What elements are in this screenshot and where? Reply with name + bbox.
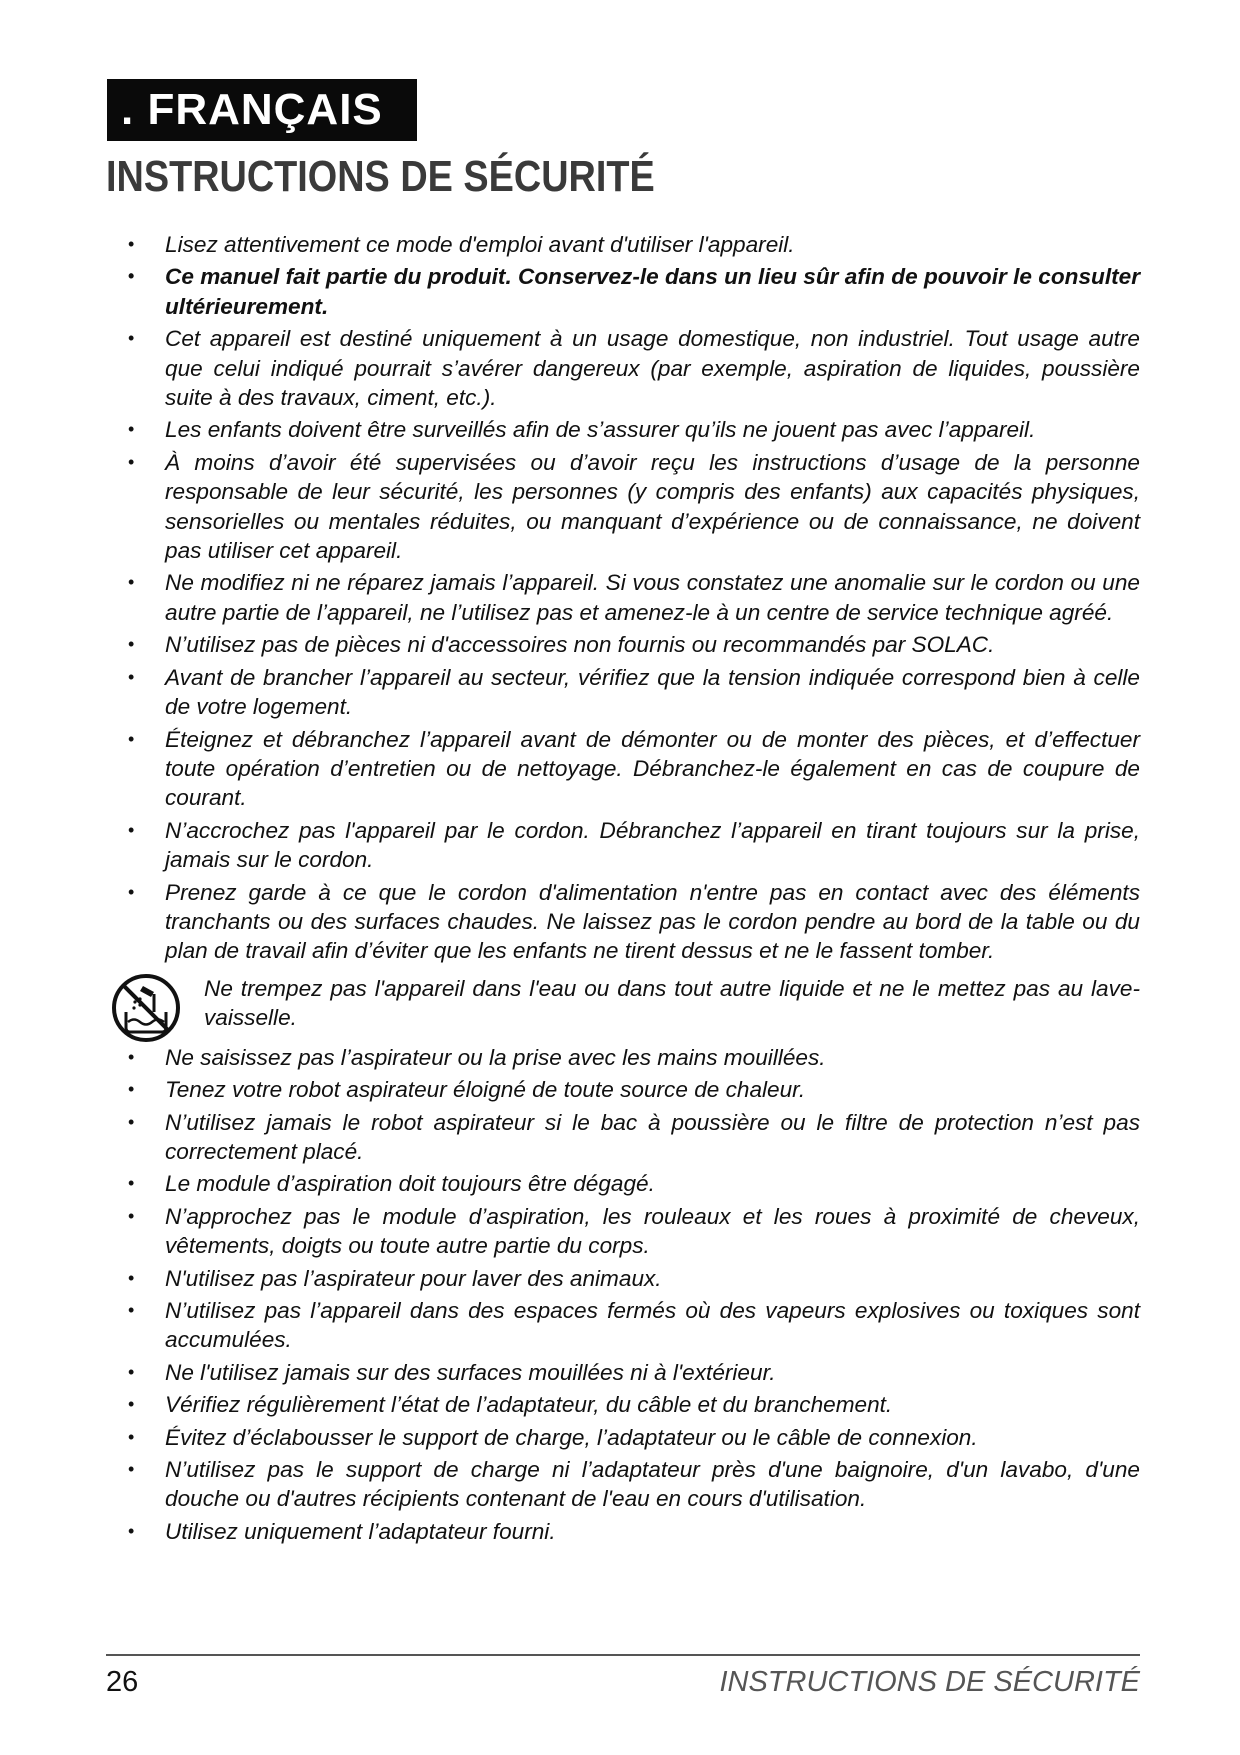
- list-item: • Le module d’aspiration doit toujours être dégagé.: [128, 1169, 1140, 1198]
- list-item: • Vérifiez régulièrement l’état de l’adaptateur, du câble et du branchement.: [128, 1390, 1140, 1419]
- list-item: • Avant de brancher l’appareil au secteur, vérifiez que la tension indiquée correspond bien à celle de votre logement.: [128, 663, 1140, 722]
- list-item: • Lisez attentivement ce mode d'emploi avant d'utiliser l'appareil.: [128, 230, 1140, 259]
- list-item: • Ce manuel fait partie du produit. Conservez-le dans un lieu sûr afin de pouvoir le consulter ultérieurement.: [128, 262, 1140, 321]
- list-item: • Évitez d’éclabousser le support de charge, l’adaptateur ou le câble de connexion.: [128, 1423, 1140, 1452]
- list-item: • Tenez votre robot aspirateur éloigné de toute source de chaleur.: [128, 1075, 1140, 1104]
- no-immersion-icon: [110, 972, 182, 1044]
- page-number: 26: [106, 1666, 139, 1698]
- list-item: • Ne modifiez ni ne réparez jamais l’appareil. Si vous constatez une anomalie sur le cordon ou une autre partie de l’appareil, ne l’utilisez pas et amenez-le à un centre de service technique agréé.: [128, 568, 1140, 627]
- list-item: • Éteignez et débranchez l’appareil avant de démonter ou de monter des pièces, et d’effectuer toute opération d’entretien ou de nettoyage. Débranchez-le également en cas de coupure de courant.: [128, 725, 1140, 813]
- language-tab: . FRANÇAIS: [107, 79, 417, 141]
- list-item: • Les enfants doivent être surveillés afin de s’assurer qu’ils ne jouent pas avec l’appareil.: [128, 415, 1140, 444]
- list-item: • N'utilisez pas l’aspirateur pour laver des animaux.: [128, 1264, 1140, 1293]
- list-item: • N’utilisez pas l’appareil dans des espaces fermés où des vapeurs explosives ou toxiques sont accumulées.: [128, 1296, 1140, 1355]
- list-item: • Cet appareil est destiné uniquement à un usage domestique, non industriel. Tout usage autre que celui indiqué pourrait s’avérer dangereux (par exemple, aspiration de liquides, poussière suite à des travaux, ciment, etc.).: [128, 324, 1140, 412]
- list-item: • N’utilisez pas de pièces ni d'accessoires non fournis ou recommandés par SOLAC.: [128, 630, 1140, 659]
- list-item: • Ne saisissez pas l’aspirateur ou la prise avec les mains mouillées.: [128, 1043, 1140, 1072]
- page-title: INSTRUCTIONS DE SÉCURITÉ: [106, 152, 655, 201]
- list-item: • Prenez garde à ce que le cordon d'alimentation n'entre pas en contact avec des éléments tranchants ou des surfaces chaudes. Ne laissez pas le cordon pendre au bord de la table ou du plan de travail afin d’éviter que les enfants ne tirent dessus et ne le fassent tomber.: [128, 878, 1140, 966]
- immersion-warning: [128, 974, 1140, 1040]
- safety-instructions: [128, 230, 1140, 1549]
- list-item: • Ne l'utilisez jamais sur des surfaces mouillées ni à l'extérieur.: [128, 1358, 1140, 1387]
- list-item: • N’approchez pas le module d’aspiration, les rouleaux et les roues à proximité de cheveux, vêtements, doigts ou toute autre partie du corps.: [128, 1202, 1140, 1261]
- list-item: • À moins d’avoir été supervisées ou d’avoir reçu les instructions d’usage de la personne responsable de leur sécurité, les personnes (y compris des enfants) aux capacités physiques, sensorielles ou mentales réduites, ou manquant d’expérience ou de connaissance, ne doivent pas utiliser cet appareil.: [128, 448, 1140, 566]
- instruction-list-1: [128, 230, 1140, 966]
- list-item: • N’accrochez pas l'appareil par le cordon. Débranchez l’appareil en tirant toujours sur la prise, jamais sur le cordon.: [128, 816, 1140, 875]
- list-item: • Utilisez uniquement l’adaptateur fourni.: [128, 1517, 1140, 1546]
- instruction-list-2: [128, 1043, 1140, 1547]
- footer-section-title: INSTRUCTIONS DE SÉCURITÉ: [719, 1666, 1140, 1698]
- warning-text: Ne trempez pas l'appareil dans l'eau ou dans tout autre liquide et ne le mettez pas au lave-vaisselle.: [204, 975, 1140, 1031]
- list-item: • N’utilisez pas le support de charge ni l’adaptateur près d'une baignoire, d'un lavabo, d'une douche ou d'autres récipients contenant de l'eau en cours d'utilisation.: [128, 1455, 1140, 1514]
- list-item: • N’utilisez jamais le robot aspirateur si le bac à poussière ou le filtre de protection n’est pas correctement placé.: [128, 1108, 1140, 1167]
- footer-divider: [106, 1654, 1140, 1656]
